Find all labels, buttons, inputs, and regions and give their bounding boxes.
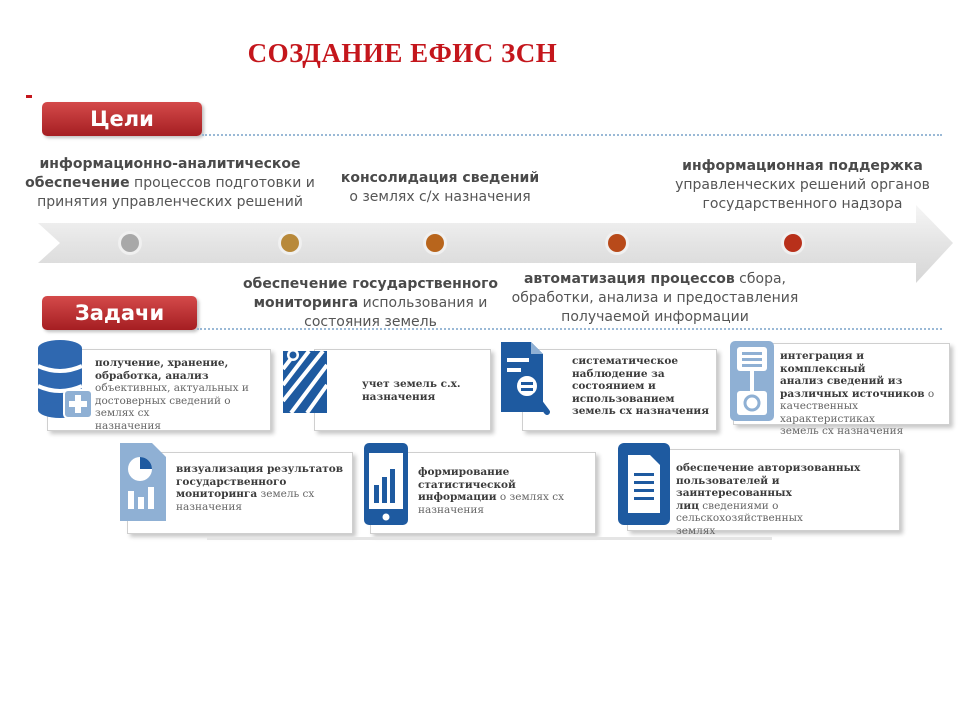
text-emphasis: анализ сведений из <box>780 375 903 387</box>
text-regular: использования и <box>358 295 488 311</box>
decor-mark <box>26 95 32 98</box>
text-regular: о <box>924 387 935 400</box>
text-line <box>238 275 503 294</box>
task-statistics-text <box>418 466 590 516</box>
text-line <box>780 375 948 388</box>
text-line <box>238 294 503 313</box>
text-line <box>572 355 712 368</box>
text-emphasis: обработка, анализ <box>95 369 209 382</box>
task-storage-text <box>95 357 267 432</box>
text-line <box>780 400 948 425</box>
task-integration-text <box>780 350 948 438</box>
goal-monitoring <box>238 275 503 332</box>
page-title: СОЗДАНИЕ ЕФИС ЗСН <box>247 38 558 68</box>
timeline-dot <box>608 234 626 252</box>
text-emphasis: обеспечение государственного <box>242 276 499 292</box>
text-line <box>572 380 712 393</box>
text-emphasis: формирование <box>418 466 510 478</box>
text-line <box>418 491 590 504</box>
task-visualization-text <box>176 463 348 513</box>
text-regular: состояния земель <box>304 314 437 330</box>
text-regular: назначения <box>418 503 485 516</box>
text-emphasis: консолидация сведений <box>340 170 540 186</box>
timeline-dot <box>121 234 139 252</box>
text-line <box>665 157 940 176</box>
bottom-divider <box>207 537 772 540</box>
text-line <box>418 479 590 492</box>
text-regular: земель сх <box>257 488 315 500</box>
text-emphasis: информационная поддержка <box>682 158 923 174</box>
text-line <box>176 463 348 476</box>
text-regular: получаемой информации <box>561 309 749 325</box>
text-regular: управленческих решений органов <box>675 177 930 193</box>
text-emphasis: состоянием и <box>572 380 656 392</box>
text-line <box>572 368 712 381</box>
text-regular: о землях с/х назначения <box>349 189 531 205</box>
text-emphasis: интеграция и комплексный <box>780 350 866 375</box>
text-emphasis: мониторинга <box>176 488 258 500</box>
text-regular: качественных характеристиках <box>780 400 875 425</box>
timeline-dot <box>281 234 299 252</box>
task-access-text <box>676 462 896 537</box>
text-regular: земель сх назначения <box>780 425 904 437</box>
tablet-chart-icon <box>362 441 410 527</box>
timeline-dot <box>784 234 802 252</box>
text-regular: о землях сх <box>496 491 565 503</box>
text-emphasis: использованием <box>572 392 675 405</box>
text-emphasis: автоматизация процессов <box>523 271 735 287</box>
text-regular: землях <box>676 524 716 537</box>
text-line <box>20 155 320 174</box>
goals-header: Цели <box>42 102 202 136</box>
text-line <box>505 270 805 289</box>
chart-report-icon <box>118 441 172 525</box>
field-icon <box>279 345 341 417</box>
text-line <box>362 391 482 404</box>
text-regular: принятия управленческих решений <box>37 194 303 210</box>
goal-analytics <box>20 155 320 212</box>
text-line <box>362 378 482 391</box>
text-regular: сведениями о сельскохозяйственных <box>676 499 803 524</box>
text-emphasis: обеспечение авторизованных <box>676 462 861 474</box>
text-regular: обработки, анализа и предоставления <box>511 290 799 306</box>
timeline-dot <box>426 234 444 252</box>
text-emphasis: визуализация результатов <box>176 463 344 475</box>
text-emphasis: наблюдение за <box>572 367 665 380</box>
text-line <box>505 308 805 327</box>
tasks-header: Задачи <box>42 296 197 330</box>
text-line <box>330 169 550 188</box>
text-line <box>665 176 940 195</box>
text-emphasis: обеспечение <box>25 175 130 191</box>
text-regular: назначения <box>176 500 243 513</box>
text-line <box>676 475 896 500</box>
text-regular: объективных, актуальных и <box>95 382 249 394</box>
text-regular: назначения <box>95 419 162 432</box>
text-line <box>572 405 712 418</box>
text-line <box>176 488 348 501</box>
text-line <box>95 420 267 433</box>
text-line <box>95 357 267 370</box>
text-line <box>676 462 896 475</box>
text-line <box>95 370 267 383</box>
text-emphasis: пользователей и заинтересованных <box>676 474 792 499</box>
text-line <box>676 500 896 525</box>
text-line <box>572 393 712 406</box>
timeline-arrow <box>38 205 953 283</box>
text-line <box>418 504 590 517</box>
text-emphasis: систематическое <box>572 355 679 367</box>
text-emphasis: назначения <box>362 390 436 403</box>
text-line <box>780 350 948 375</box>
text-regular: процессов подготовки и <box>129 175 315 191</box>
text-regular: достоверных сведений о землях сх <box>95 394 231 419</box>
goal-automation <box>505 270 805 327</box>
text-regular: государственного надзора <box>702 196 903 212</box>
text-emphasis: учет земель с.х. <box>362 378 461 390</box>
text-line <box>676 525 896 538</box>
database-icon <box>36 338 94 424</box>
text-regular: сбора, <box>734 271 786 287</box>
text-emphasis: мониторинга <box>253 295 359 311</box>
text-line <box>95 395 267 420</box>
file-icon <box>616 441 672 527</box>
text-emphasis: земель сх назначения <box>572 405 709 417</box>
text-line <box>95 382 267 395</box>
text-emphasis: статистической <box>418 478 516 491</box>
text-emphasis: государственного <box>176 475 287 488</box>
document-search-icon <box>497 338 555 420</box>
tasks-divider <box>197 328 942 330</box>
text-line <box>418 466 590 479</box>
text-emphasis: информации <box>418 491 497 503</box>
goal-consolidation <box>330 169 550 207</box>
text-line <box>505 289 805 308</box>
text-line <box>176 476 348 489</box>
text-emphasis: лиц <box>676 499 699 512</box>
text-line <box>780 388 948 401</box>
text-line <box>20 174 320 193</box>
goals-divider <box>202 134 942 136</box>
integration-icon <box>728 339 778 423</box>
text-line <box>176 501 348 514</box>
text-emphasis: информационно-аналитическое <box>39 156 301 172</box>
task-accounting-text <box>362 378 482 403</box>
text-emphasis: получение, хранение, <box>95 357 229 369</box>
task-observation-text <box>572 355 712 418</box>
text-line <box>780 425 948 438</box>
text-emphasis: различных источников <box>780 387 925 400</box>
